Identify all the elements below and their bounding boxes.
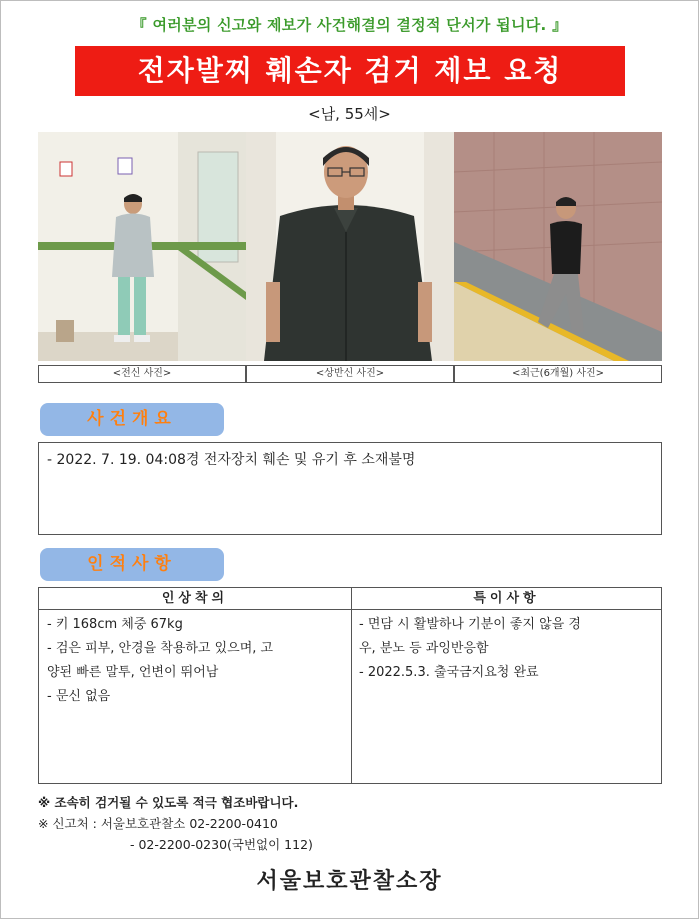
overview-box: [38, 442, 662, 535]
list-item: - 면담 시 활발하나 기분이 좋지 않을 경: [359, 617, 581, 632]
note-report-contact: ※ 신고처 : 서울보호관찰소 02-2200-0410: [38, 816, 278, 831]
section-tag-overview: 사건개요: [40, 403, 224, 436]
column-divider: [351, 588, 352, 783]
col-header-special-notes: 특이사항: [352, 588, 661, 610]
list-item: - 키 168cm 체중 67kg: [47, 617, 183, 632]
overview-text: - 2022. 7. 19. 04:08경 전자장치 훼손 및 유기 후 소재불명: [47, 452, 416, 468]
col-header-appearance: 인상착의: [39, 588, 351, 610]
tagline: 『 여러분의 신고와 제보가 사건해결의 결정적 단서가 됩니다. 』: [131, 16, 568, 34]
subject-info: <남, 55세>: [308, 105, 391, 123]
list-item: - 검은 피부, 안경을 착용하고 있으며, 고: [47, 641, 274, 656]
photo-recent-image: [454, 132, 662, 361]
photo-caption-recent: <최근(6개월) 사진>: [454, 365, 662, 383]
photo-caption-upper-body: <상반신 사진>: [246, 365, 454, 383]
photo-upper-body-image: [246, 132, 454, 361]
signature: 서울보호관찰소장: [256, 869, 443, 894]
list-item: - 문신 없음: [47, 689, 111, 704]
appearance-list: [47, 614, 347, 710]
note-report-contact-alt: - 02-2200-0230(국번없이 112): [130, 837, 313, 852]
list-item: 양된 빠른 말투, 언변이 뛰어남: [47, 665, 219, 680]
notes: [38, 792, 313, 855]
photo-caption-full-body: <전신 사진>: [38, 365, 246, 383]
photo-gallery: [38, 132, 662, 386]
special-notes-list: [359, 614, 659, 686]
banner-title: 전자발찌 훼손자 검거 제보 요청: [75, 46, 625, 96]
list-item: 우, 분노 등 과잉반응함: [359, 641, 489, 656]
list-item: - 2022.5.3. 출국금지요청 완료: [359, 665, 539, 680]
section-tag-personal: 인적사항: [40, 548, 224, 581]
personal-info-table: [38, 587, 662, 784]
note-cooperation: ※ 조속히 검거될 수 있도록 적극 협조바랍니다.: [38, 795, 299, 810]
photo-full-body-image: [38, 132, 246, 361]
